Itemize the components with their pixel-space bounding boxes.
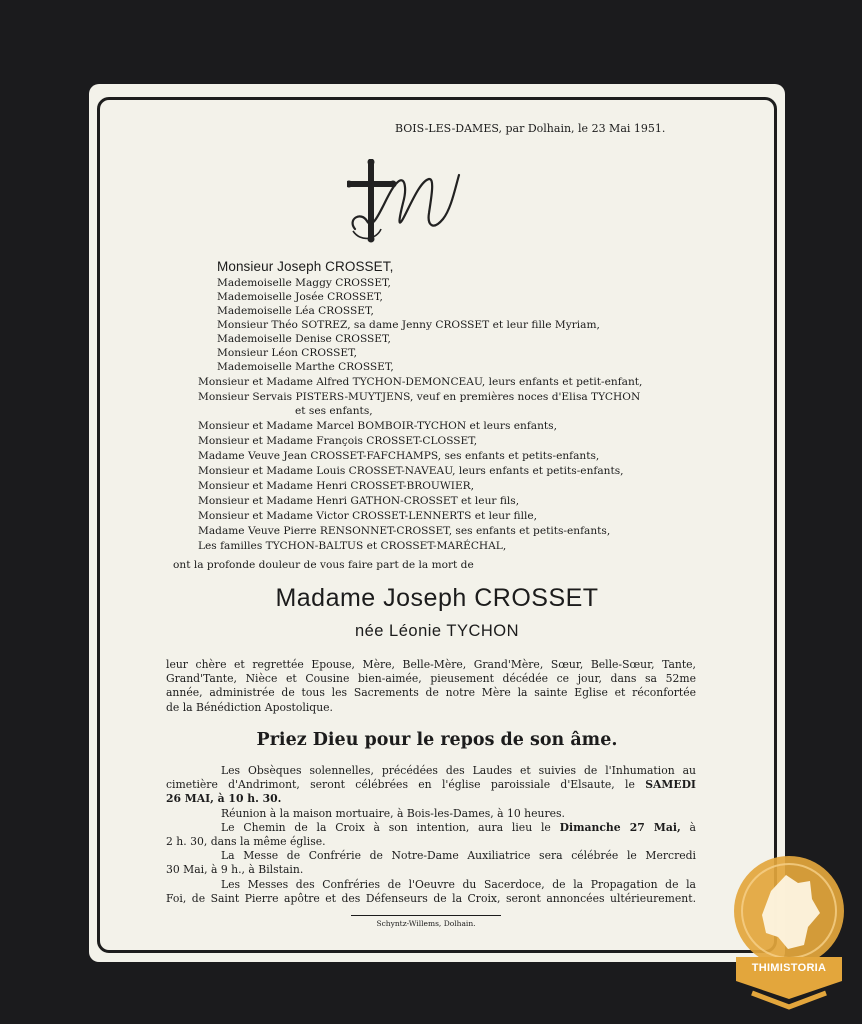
funeral-text: cimetière d'Andrimont, seront célébrées en l'église paroissiale d'Elsaute, le bbox=[166, 778, 646, 792]
deceased-birth-name: née Léonie TYCHON bbox=[354, 622, 520, 640]
mourner-line: et ses enfants, bbox=[295, 405, 373, 417]
thimistoria-watermark-icon bbox=[726, 853, 852, 1015]
mourner-line: Mademoiselle Léa CROSSET, bbox=[217, 305, 374, 317]
funeral-line: Réunion à la maison mortuaire, à Bois-les-Dames, à 10 heures. bbox=[221, 806, 565, 820]
funeral-text: à bbox=[680, 820, 696, 834]
funeral-line: 2 h. 30, dans la même église. bbox=[166, 835, 326, 849]
funeral-line bbox=[166, 778, 696, 792]
mourner-line: Monsieur et Madame Henri GATHON-CROSSET et leur fils, bbox=[198, 495, 520, 507]
funeral-date: 26 MAI, à 10 h. 30. bbox=[166, 792, 282, 806]
description-line: de la Bénédiction Apostolique. bbox=[166, 700, 333, 714]
description-line: Grand'Tante, Nièce et Cousine bien-aimée, pieusement décédée ce jour, dans sa 52me bbox=[166, 672, 696, 686]
mourner-line: Monsieur et Madame Henri CROSSET-BROUWIER, bbox=[198, 480, 475, 492]
funeral-line: Les Messes des Confréries de l'Oeuvre du Sacerdoce, de la Propagation de la bbox=[221, 877, 696, 891]
mourner-line: Mademoiselle Denise CROSSET, bbox=[217, 333, 391, 345]
description-line: année, administrée de tous les Sacrements de notre Mère la sainte Eglise et réconfortée bbox=[166, 686, 696, 700]
funeral-line: Les Obsèques solennelles, précédées des Laudes et suivies de l'Inhumation au bbox=[221, 764, 696, 777]
funeral-line: La Messe de Confrérie de Notre-Dame Auxiliatrice sera célébrée le Mercredi bbox=[221, 849, 696, 863]
announcement: ont la profonde douleur de vous faire part de la mort de bbox=[173, 559, 474, 571]
funeral-emphasis: SAMEDI bbox=[645, 778, 696, 792]
mourner-line: Madame Veuve Jean CROSSET-FAFCHAMPS, ses enfants et petits-enfants, bbox=[198, 450, 600, 462]
mourner-line: Monsieur Joseph CROSSET, bbox=[217, 259, 394, 274]
mourner-line: Mademoiselle Maggy CROSSET, bbox=[217, 277, 391, 289]
death-notice-card bbox=[89, 84, 785, 962]
funeral-details bbox=[166, 764, 696, 906]
funeral-emphasis: Dimanche 27 Mai, bbox=[559, 820, 681, 834]
mourner-line: Monsieur Léon CROSSET, bbox=[217, 347, 357, 359]
mourner-line: Madame Veuve Pierre RENSONNET-CROSSET, ses enfants et petits-enfants, bbox=[198, 525, 611, 537]
mourner-line: Monsieur et Madame Louis CROSSET-NAVEAU, leurs enfants et petits-enfants, bbox=[198, 465, 624, 477]
mourner-line: Monsieur et Madame Victor CROSSET-LENNERTS et leur fille, bbox=[198, 510, 537, 522]
printer-credit: Schyntz-Willems, Dolhain. bbox=[351, 915, 501, 928]
funeral-text: Le Chemin de la Croix à son intention, aura lieu le bbox=[221, 820, 560, 834]
mourner-line: Monsieur et Madame François CROSSET-CLOSSET, bbox=[198, 435, 478, 447]
place-date: BOIS-LES-DAMES, par Dolhain, le 23 Mai 1951. bbox=[395, 122, 666, 135]
mourner-line: Monsieur et Madame Marcel BOMBOIR-TYCHON et leurs enfants, bbox=[198, 420, 557, 432]
prayer-line: Priez Dieu pour le repos de son âme. bbox=[256, 730, 618, 750]
funeral-line: 30 Mai, à 9 h., à Bilstain. bbox=[166, 863, 304, 877]
description-line: leur chère et regrettée Epouse, Mère, Belle-Mère, Grand'Mère, Sœur, Belle-Sœur, Tante, bbox=[166, 658, 696, 671]
deceased-name: Madame Joseph CROSSET bbox=[275, 584, 599, 612]
cross-monogram-icon bbox=[347, 159, 467, 249]
watermark-text: THIMISTORIA bbox=[751, 962, 827, 974]
description bbox=[166, 658, 696, 715]
mourner-line: Mademoiselle Josée CROSSET, bbox=[217, 291, 383, 303]
mourner-line: Monsieur Théo SOTREZ, sa dame Jenny CROSSET et leur fille Myriam, bbox=[217, 319, 600, 331]
mourner-line: Mademoiselle Marthe CROSSET, bbox=[217, 361, 394, 373]
mourner-line: Monsieur et Madame Alfred TYCHON-DEMONCEAU, leurs enfants et petit-enfant, bbox=[198, 376, 643, 388]
funeral-line: Foi, de Saint Pierre apôtre et des Défenseurs de la Croix, seront annoncées ultérieurement. bbox=[166, 891, 696, 905]
mourner-line: Monsieur Servais PISTERS-MUYTJENS, veuf en premières noces d'Elisa TYCHON bbox=[198, 391, 641, 403]
funeral-line bbox=[166, 821, 696, 835]
mourner-line: Les familles TYCHON-BALTUS et CROSSET-MARÉCHAL, bbox=[198, 540, 507, 552]
